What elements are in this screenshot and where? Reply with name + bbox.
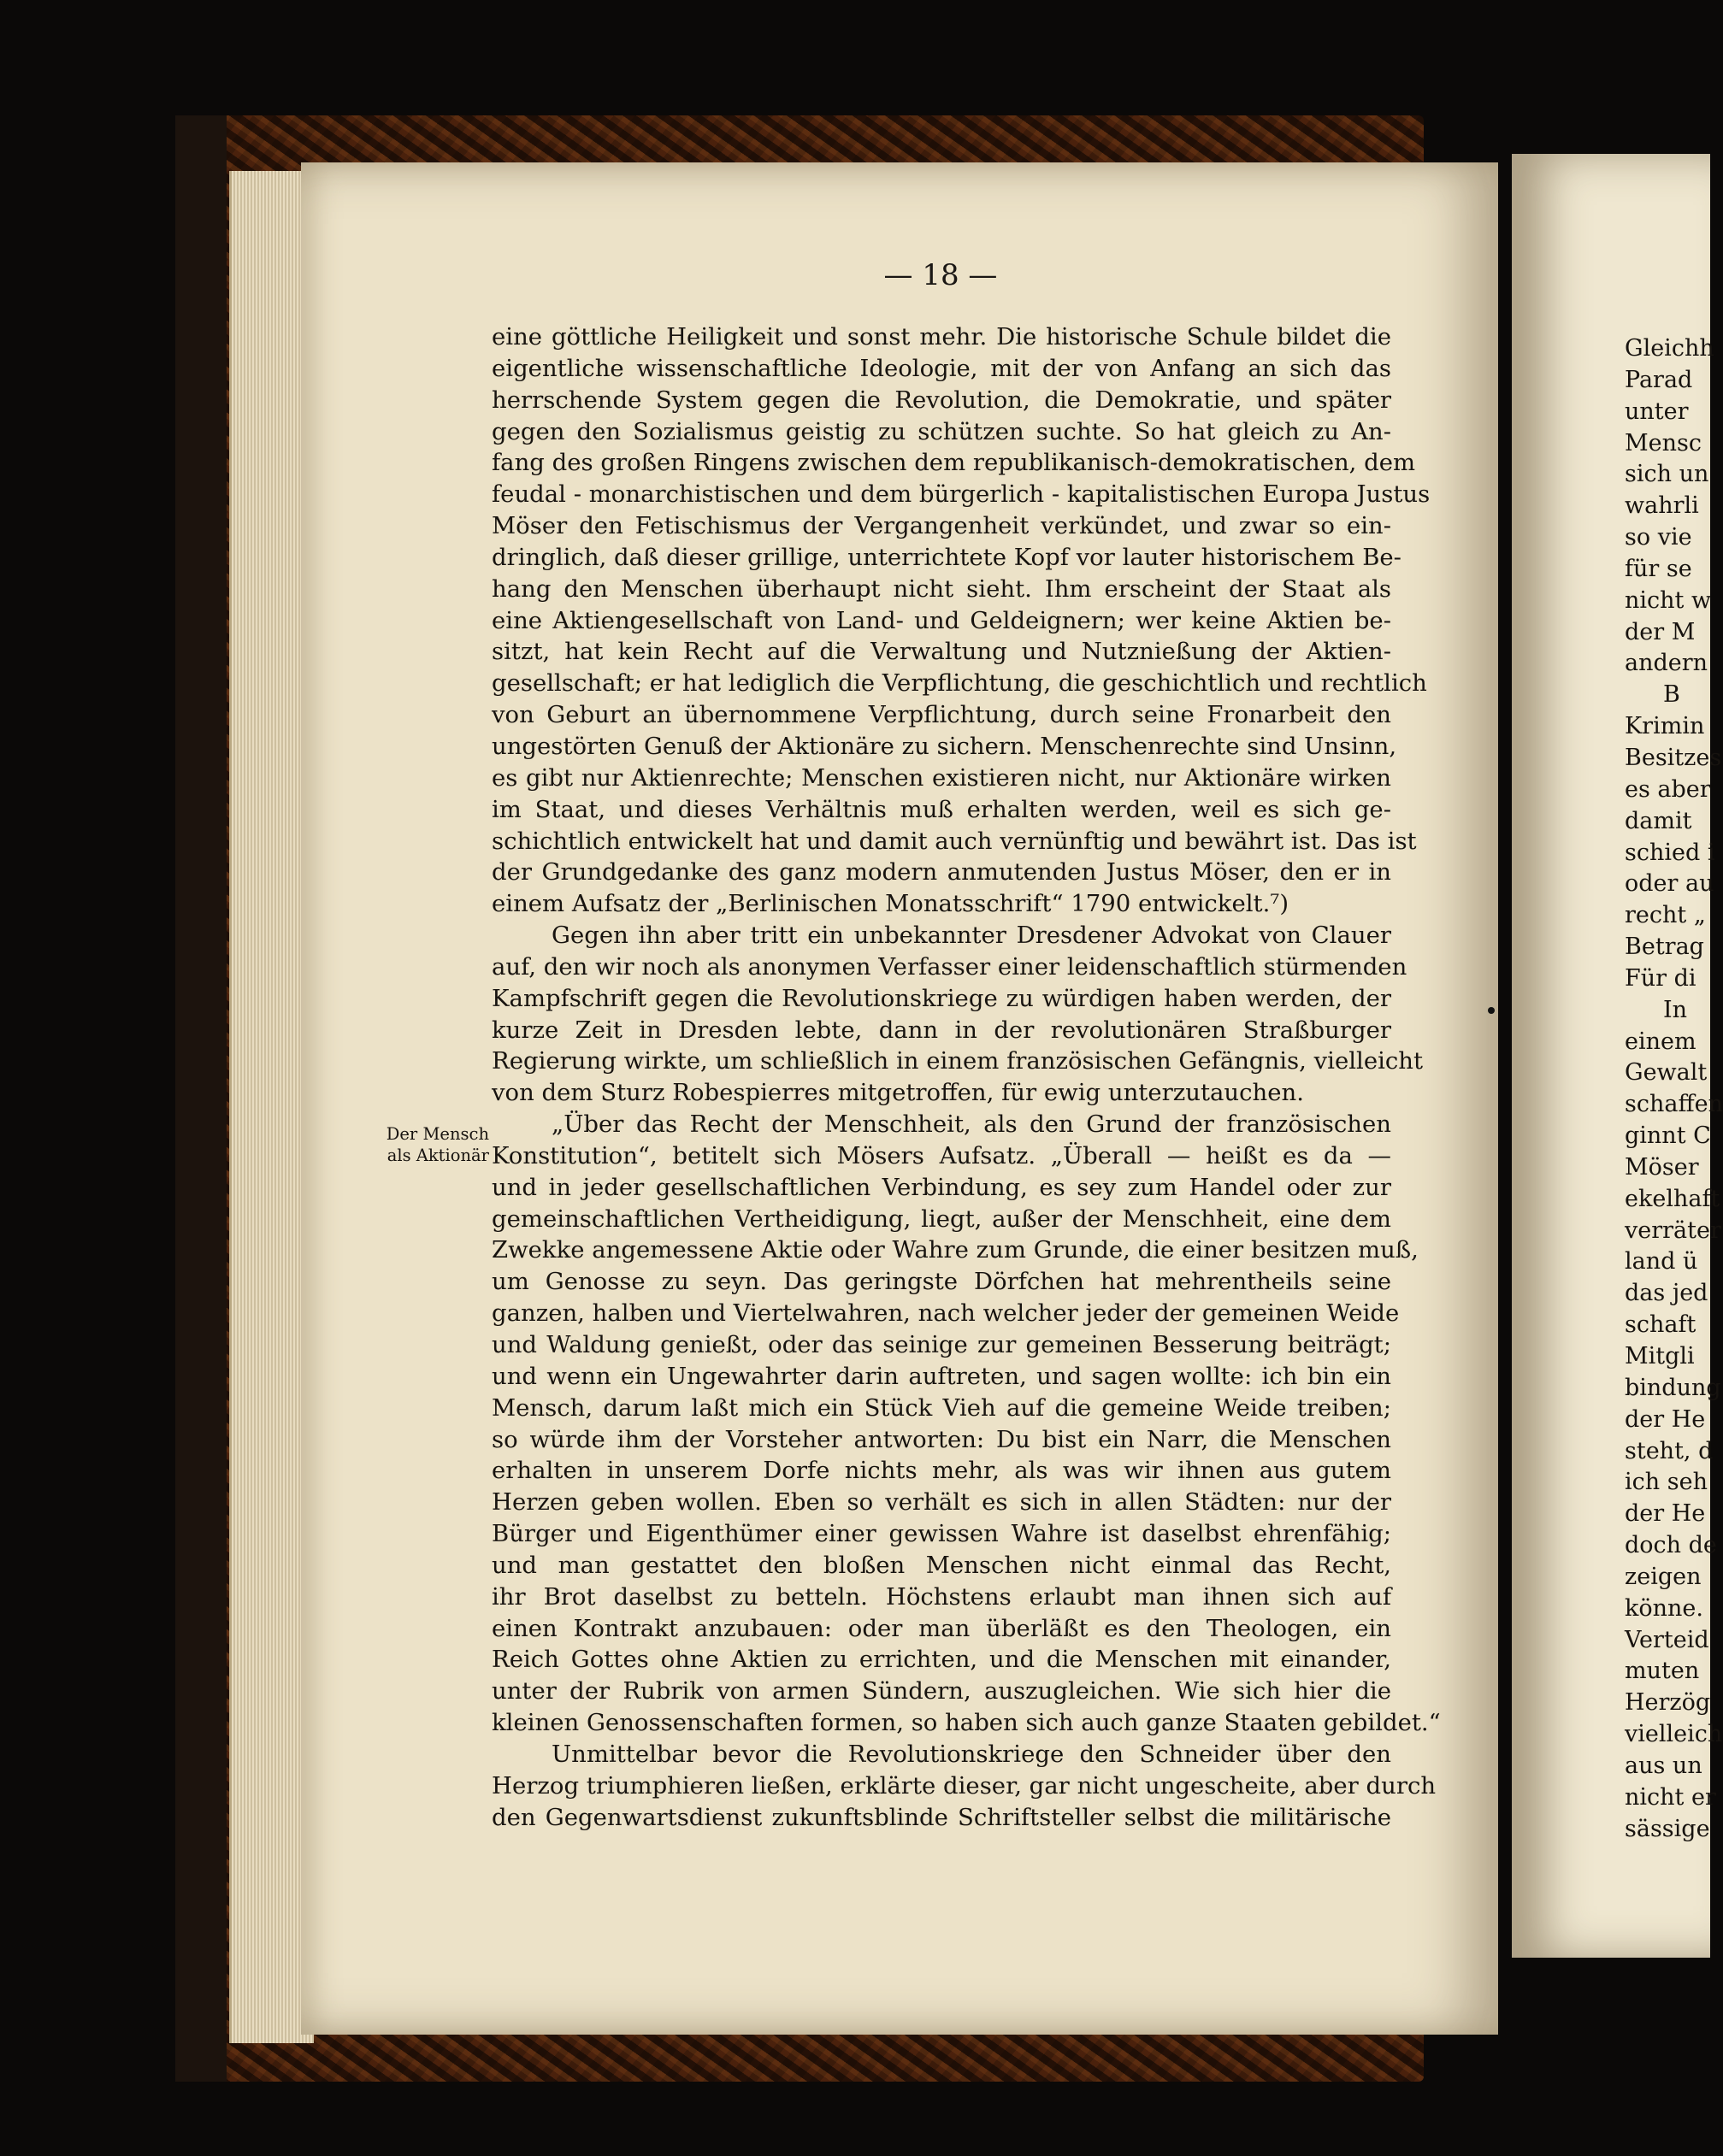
next-page-line: steht, d [1625, 1437, 1714, 1464]
text-line: unter der Rubrik von armen Sündern, auszugleichen. Wie sich hier die [492, 1677, 1391, 1705]
text-line: Regierung wirkte, um schließlich in einem französischen Gefängnis, vielleicht [492, 1047, 1424, 1075]
text-line: einen Kontrakt anzubauen: oder man überläßt es den Theologen, ein [492, 1614, 1391, 1642]
text-line: eine Aktiengesellschaft von Land- und Geldeignern; wer keine Aktien be- [492, 606, 1391, 634]
text-line: Herzen geben wollen. Eben so verhält es sich in allen Städten: nur der [492, 1488, 1391, 1517]
text-line: „Über das Recht der Menschheit, als den Grund der französischen [552, 1110, 1391, 1139]
text-line: im Staat, und dieses Verhältnis muß erhalten werden, weil es sich ge- [492, 795, 1391, 823]
next-page-line: Mitgli [1625, 1343, 1695, 1370]
next-page-line: es aber [1625, 775, 1711, 803]
next-page-line: In [1663, 996, 1688, 1023]
text-line: Konstitution“, betitelt sich Mösers Aufsatz. „Überall — heißt es da — [492, 1141, 1391, 1169]
next-page-line: so vie [1625, 524, 1692, 551]
text-line: kleinen Genossenschaften formen, so haben sich auch ganze Staaten gebildet.“ [492, 1709, 1441, 1737]
next-page-line: aus un [1625, 1752, 1702, 1779]
text-line: und Waldung genießt, oder das seinige zur gemeinen Besserung beiträgt; [492, 1331, 1391, 1358]
text-line: eigentliche wissenschaftliche Ideologie, mit der von Anfang an sich das [492, 354, 1391, 382]
text-line: einem Aufsatz der „Berlinischen Monatsschrift“ 1790 entwickelt.⁷) [492, 890, 1289, 918]
text-line: den Gegenwartsdienst zukunftsblinde Schriftsteller selbst die militärische [492, 1803, 1391, 1831]
next-page-line: Gleichh [1625, 335, 1714, 362]
body-text [492, 321, 1441, 1834]
text-line: Kampfschrift gegen die Revolutionskriege zu würdigen haben werden, der [492, 984, 1391, 1012]
text-line: sitzt, hat kein Recht auf die Verwaltung und Nutznießung der Aktien- [492, 638, 1391, 666]
next-page-line: für se [1625, 555, 1692, 582]
next-page-line: der He [1625, 1405, 1706, 1433]
next-page-line: schied i [1625, 839, 1715, 866]
margin-note-line: Der Mensch [386, 1124, 489, 1144]
text-line: Möser den Fetischismus der Vergangenheit verkündet, und zwar so ein- [492, 512, 1391, 540]
margin-note [369, 1123, 489, 1166]
next-page-line: Besitzes [1625, 744, 1722, 771]
text-line: herrschende System gegen die Revolution, die Demokratie, und später [492, 386, 1391, 414]
next-page-line: unter [1625, 398, 1689, 425]
text-line: der Grundgedanke des ganz modern anmutenden Justus Möser, den er in [492, 858, 1391, 887]
text-line: dringlich, daß dieser grillige, unterrichtete Kopf vor lauter historischem Be- [492, 543, 1401, 571]
next-page-line: sich un [1625, 461, 1709, 488]
text-line: schichtlich entwickelt hat und damit auch vernünftig und bewährt ist. Das ist [492, 827, 1417, 855]
text-line: Gegen ihn aber tritt ein unbekannter Dresdener Advokat von Clauer [552, 922, 1391, 950]
page-number: — 18 — [883, 258, 998, 292]
next-page-line: oder au [1625, 870, 1714, 898]
margin-note-line: als Aktionär [386, 1146, 489, 1165]
text-line: auf, den wir noch als anonymen Verfasser einer leidenschaftlich stürmenden [492, 952, 1407, 981]
next-page-line: recht „ [1625, 902, 1706, 929]
text-line: ungestörten Genuß der Aktionäre zu sichern. Menschenrechte sind Unsinn, [492, 732, 1397, 760]
next-page-line: B [1663, 681, 1680, 709]
next-page-line: Möser [1625, 1153, 1699, 1181]
text-line: eine göttliche Heiligkeit und sonst mehr. Die historische Schule bildet die [492, 323, 1391, 350]
next-page-line: Mensc [1625, 429, 1702, 457]
text-line: Mensch, darum laßt mich ein Stück Vieh auf die gemeine Weide treiben; [492, 1393, 1391, 1422]
next-page-line: Parad [1625, 366, 1693, 393]
next-page-line: Für di [1625, 964, 1696, 992]
text-line: und man gestattet den bloßen Menschen nicht einmal das Recht, [492, 1551, 1391, 1579]
next-page-line: Herzög [1625, 1689, 1711, 1717]
next-page-line: verräter [1625, 1216, 1721, 1244]
text-line: ganzen, halben und Viertelwahren, nach welcher jeder der gemeinen Weide [492, 1299, 1400, 1328]
next-page-line: Betrag [1625, 934, 1704, 961]
next-page-line: einem [1625, 1028, 1696, 1055]
next-page-line: muten [1625, 1658, 1700, 1685]
next-page-line: andern [1625, 650, 1708, 677]
next-page-line: wahrli [1625, 492, 1699, 520]
next-page-line: nicht w [1625, 586, 1712, 614]
text-line: von dem Sturz Robespierres mitgetroffen, für ewig unterzutauchen. [492, 1079, 1304, 1107]
text-line: es gibt nur Aktienrechte; Menschen existieren nicht, nur Aktionäre wirken [492, 763, 1391, 792]
text-line: feudal - monarchistischen und dem bürgerlich - kapitalistischen Europa Justus [492, 480, 1431, 509]
next-page-line: ekelhaft [1625, 1185, 1720, 1212]
next-page-line: land ü [1625, 1248, 1698, 1275]
next-page-line: sässige [1625, 1815, 1710, 1842]
text-line: hang den Menschen überhaupt nicht sieht. Ihm erscheint der Staat als [492, 574, 1391, 603]
text-line: gesellschaft; er hat lediglich die Verpflichtung, die geschichtlich und rechtlich [492, 669, 1427, 698]
text-line: Reich Gottes ohne Aktien zu errichten, und die Menschen mit einander, [492, 1646, 1391, 1674]
next-page-line: schaffen [1625, 1091, 1723, 1118]
next-page-line: Krimin [1625, 713, 1705, 740]
text-line: erhalten in unserem Dorfe nichts mehr, als was wir ihnen aus gutem [492, 1457, 1391, 1485]
next-page-line: nicht er [1625, 1783, 1716, 1811]
next-page-line: bindung [1625, 1374, 1721, 1401]
text-line: gemeinschaftlichen Vertheidigung, liegt, außer der Menschheit, eine dem [492, 1205, 1391, 1233]
text-line: fang des großen Ringens zwischen dem republikanisch-demokratischen, dem [492, 449, 1416, 477]
text-line: ihr Brot daselbst zu betteln. Höchstens erlaubt man ihnen sich auf [492, 1582, 1391, 1611]
next-page-line: der M [1625, 618, 1696, 645]
ink-spot [1488, 1007, 1495, 1014]
text-line: und wenn ein Ungewahrter darin auftreten, und sagen wollte: ich bin ein [492, 1362, 1391, 1390]
text-line: gegen den Sozialismus geistig zu schützen suchte. So hat gleich zu An- [492, 417, 1391, 445]
next-page-line: zeigen [1625, 1563, 1702, 1590]
text-line: um Genosse zu seyn. Das geringste Dörfchen hat mehrentheils seine [492, 1268, 1391, 1296]
next-page-line: Verteid [1625, 1626, 1709, 1653]
next-page-line: könne. [1625, 1594, 1703, 1622]
next-page-line: doch de [1625, 1532, 1717, 1559]
text-line: Herzog triumphieren ließen, erklärte dieser, gar nicht ungescheite, aber durch [492, 1771, 1437, 1800]
next-page-line: der He [1625, 1500, 1706, 1528]
next-page-line: schaft [1625, 1311, 1696, 1339]
text-line: Zwekke angemessene Aktie oder Wahre zum Grunde, die einer besitzen muß, [492, 1236, 1419, 1264]
next-page-line: vielleich [1625, 1721, 1723, 1748]
text-line: und in jeder gesellschaftlichen Verbindung, es sey zum Handel oder zur [492, 1173, 1391, 1201]
text-line: Bürger und Eigenthümer einer gewissen Wahre ist daselbst ehrenfähig; [492, 1520, 1391, 1548]
text-line: kurze Zeit in Dresden lebte, dann in der revolutionären Straßburger [492, 1016, 1391, 1044]
text-line: Unmittelbar bevor die Revolutionskriege den Schneider über den [552, 1740, 1391, 1768]
book-spine [175, 115, 227, 2082]
next-page-line: Gewalt [1625, 1059, 1708, 1087]
next-page-line: damit [1625, 807, 1692, 834]
next-page-line: ginnt C [1625, 1122, 1711, 1150]
next-page-line: ich seh [1625, 1469, 1708, 1496]
text-line: von Geburt an übernommene Verpflichtung, durch seine Fronarbeit den [492, 701, 1391, 729]
next-page-line: das jed [1625, 1280, 1708, 1307]
text-line: so würde ihm der Vorsteher antworten: Du bist ein Narr, die Menschen [492, 1425, 1391, 1453]
next-page-text [1625, 333, 1723, 1846]
